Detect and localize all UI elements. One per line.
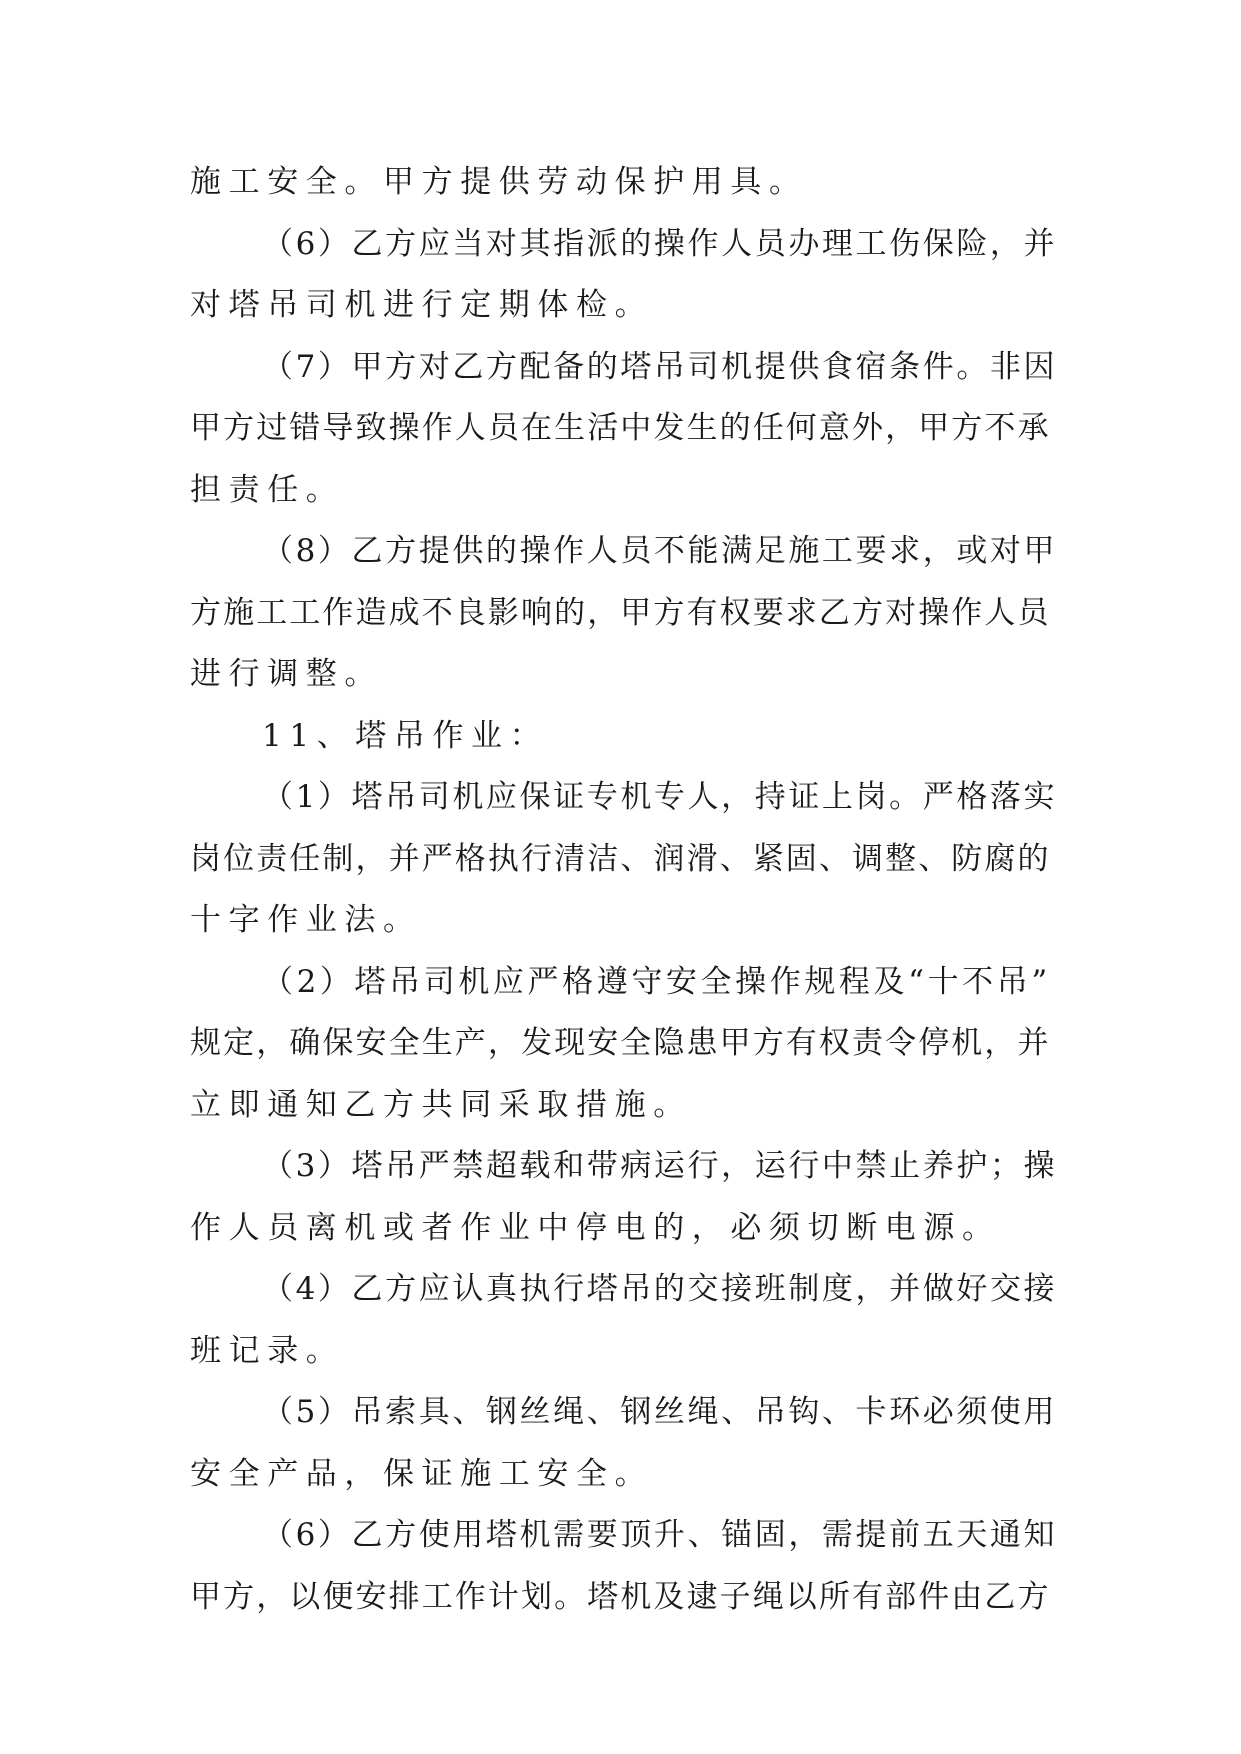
text-line: （6）乙方使用塔机需要顶升、锚固，需提前五天通知: [262, 1517, 1058, 1553]
text-line: 方施工工作造成不良影响的，甲方有权要求乙方对操作人员: [190, 594, 1051, 631]
document-body-text: [190, 152, 1060, 1628]
text-line: 施工安全。甲方提供劳动保护用具。: [190, 164, 808, 200]
text-line: 甲方过错导致操作人员在生活中发生的任何意外，甲方不承: [190, 410, 1051, 446]
text-line: （8）乙方提供的操作人员不能满足施工要求，或对甲: [262, 533, 1058, 569]
text-line: （4）乙方应认真执行塔吊的交接班制度，并做好交接: [262, 1271, 1058, 1307]
text-line: 甲方，以便安排工作计划。塔机及逮子绳以所有部件由乙方: [190, 1578, 1051, 1615]
text-line: 对塔吊司机进行定期体检。: [190, 287, 654, 323]
text-line: 作人员离机或者作业中停电的，必须切断电源。: [190, 1209, 1001, 1246]
text-line: （3）塔吊严禁超载和带病运行，运行中禁止养护；操: [262, 1148, 1058, 1184]
text-line: 规定，确保安全生产，发现安全隐患甲方有权责令停机，并: [190, 1025, 1051, 1061]
text-line: 十字作业法。: [190, 902, 422, 938]
text-line: （5）吊索具、钢丝绳、钢丝绳、吊钩、卡环必须使用: [262, 1394, 1058, 1430]
text-line: （7）甲方对乙方配备的塔吊司机提供食宿条件。非因: [262, 348, 1058, 385]
text-line: 担责任。: [190, 471, 345, 508]
text-line: 安全产品，保证施工安全。: [190, 1455, 654, 1492]
text-line: （1）塔吊司机应保证专机专人，持证上岗。严格落实: [262, 779, 1058, 815]
text-line: 进行调整。: [190, 656, 383, 692]
text-line: （6）乙方应当对其指派的操作人员办理工伤保险，并: [262, 225, 1058, 262]
text-line: 立即通知乙方共同采取措施。: [190, 1086, 692, 1123]
section-heading: 11、塔吊作业：: [262, 717, 549, 754]
text-line: 岗位责任制，并严格执行清洁、润滑、紧固、调整、防腐的: [190, 840, 1051, 877]
text-line: 班记录。: [190, 1332, 345, 1369]
text-line: （2）塔吊司机应严格遵守安全操作规程及“十不吊”: [262, 963, 1051, 1000]
